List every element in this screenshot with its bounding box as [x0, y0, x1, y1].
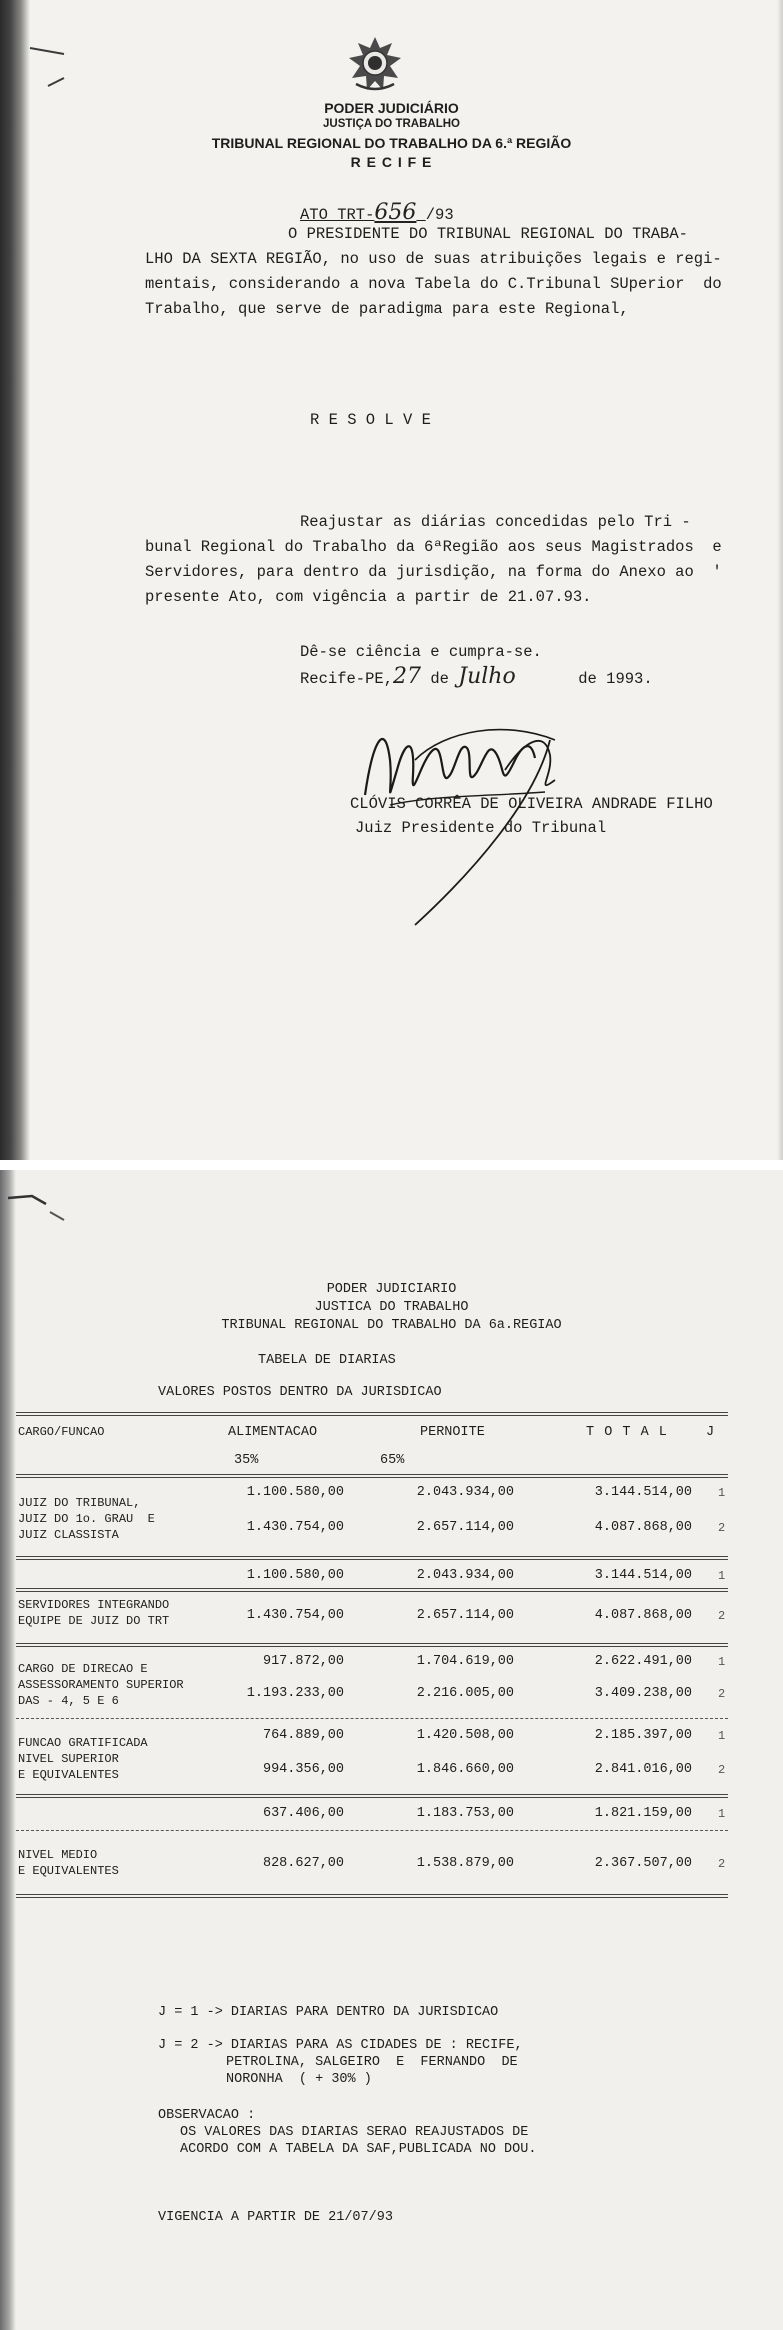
binding-shadow — [0, 1170, 16, 2330]
group-rule — [16, 1474, 728, 1478]
closing-text: Dê-se ciência e cumpra-se. — [300, 643, 542, 661]
group-1-label: JUIZ CLASSISTA — [18, 1528, 119, 1542]
table-cell-alimentacao: 764.889,00 — [262, 1728, 344, 1743]
table-cell-pernoite: 2.043.934,00 — [416, 1568, 514, 1583]
group-4-label: E EQUIVALENTES — [18, 1768, 119, 1782]
header-line-2: JUSTIÇA DO TRABALHO — [323, 118, 460, 130]
signer-title: Juiz Presidente do Tribunal — [355, 819, 607, 837]
table-top-rule — [16, 1412, 728, 1416]
table-subtitle: VALORES POSTOS DENTRO DA JURISDICAO — [158, 1385, 442, 1400]
table-cell-pernoite: 1.846.660,00 — [416, 1762, 514, 1777]
date-line — [300, 664, 653, 692]
table-cell-total: 3.409.238,00 — [594, 1686, 692, 1701]
act-handwritten-number: 656 — [374, 200, 417, 225]
col-header-total: T O T A L — [586, 1425, 668, 1440]
header-line-4: R E C I F E — [350, 154, 433, 170]
col-header-pernoite: PERNOITE — [420, 1425, 485, 1440]
table-cell-j: 1 — [718, 1729, 726, 1743]
note-j2-line-1: J = 2 -> DIARIAS PARA AS CIDADES DE : RECIFE, — [158, 2038, 523, 2053]
group-rule — [16, 1794, 728, 1798]
header-line-1: PODER JUDICIARIO — [326, 1282, 457, 1297]
table-cell-j: 1 — [718, 1655, 726, 1669]
table-cell-pernoite: 1.183.753,00 — [416, 1806, 514, 1821]
header-line-1: PODER JUDICIÁRIO — [324, 100, 459, 116]
group-4-label: FUNCAO GRATIFICADA — [18, 1736, 148, 1750]
group-rule — [16, 1556, 728, 1560]
group-2-label: EQUIPE DE JUIZ DO TRT — [18, 1614, 170, 1628]
preamble-line-3: mentais, considerando a nova Tabela do C.Tribunal SUperior do — [145, 275, 722, 293]
preamble-line-4: Trabalho, que serve de paradigma para este Regional, — [145, 300, 629, 318]
note-j2-line-3: NORONHA ( + 30% ) — [226, 2072, 372, 2087]
group-rule — [16, 1830, 728, 1831]
table-cell-alimentacao: 1.100.580,00 — [246, 1485, 344, 1500]
header-line-3: TRIBUNAL REGIONAL DO TRABALHO DA 6.ª REGIÃO — [211, 135, 572, 151]
note-j2-line-2: PETROLINA, SALGEIRO E FERNANDO DE — [226, 2055, 518, 2070]
note-j1: J = 1 -> DIARIAS PARA DENTRO DA JURISDICAO — [158, 2005, 499, 2020]
table-cell-total: 2.841.016,00 — [594, 1762, 692, 1777]
body-line-2: bunal Regional do Trabalho da 6ªRegião aos seus Magistrados e — [145, 538, 722, 556]
act-suffix: /93 — [425, 206, 454, 224]
observation-line-2: ACORDO COM A TABELA DA SAF,PUBLICADA NO DOU. — [180, 2142, 537, 2157]
page-edge — [777, 0, 783, 1160]
table-cell-alimentacao: 1.430.754,00 — [246, 1608, 344, 1623]
table-cell-alimentacao: 1.430.754,00 — [246, 1520, 344, 1535]
col-header-cargo: CARGO/FUNCAO — [18, 1425, 105, 1439]
table-title: TABELA DE DIARIAS — [258, 1353, 396, 1368]
table-cell-j: 1 — [718, 1807, 726, 1821]
staple-mark — [28, 40, 78, 90]
table-cell-total: 2.367.507,00 — [594, 1856, 692, 1871]
table-cell-alimentacao: 828.627,00 — [262, 1856, 344, 1871]
date-month: Julho — [458, 664, 516, 689]
group-4-label: NIVEL SUPERIOR — [18, 1752, 119, 1766]
table-cell-total: 3.144.514,00 — [594, 1485, 692, 1500]
percent-alimentacao: 35% — [234, 1453, 259, 1468]
header-line-3: TRIBUNAL REGIONAL DO TRABALHO DA 6a.REGIAO — [221, 1318, 562, 1333]
table-cell-pernoite: 2.043.934,00 — [416, 1485, 514, 1500]
body-line-3: Servidores, para dentro da jurisdição, na forma do Anexo ao ' — [145, 563, 722, 581]
percent-pernoite: 65% — [380, 1453, 405, 1468]
group-1-label: JUIZ DO 1o. GRAU E — [18, 1512, 155, 1526]
table-cell-total: 1.821.159,00 — [594, 1806, 692, 1821]
table-cell-total: 4.087.868,00 — [594, 1608, 692, 1623]
staple-mark — [6, 1190, 66, 1230]
table-cell-alimentacao: 637.406,00 — [262, 1806, 344, 1821]
table-cell-pernoite: 2.657.114,00 — [416, 1520, 514, 1535]
table-cell-total: 2.622.491,00 — [594, 1654, 692, 1669]
body-line-1: Reajustar as diárias concedidas pelo Tri - — [300, 513, 691, 531]
table-cell-pernoite: 1.420.508,00 — [416, 1728, 514, 1743]
table-cell-alimentacao: 1.100.580,00 — [246, 1568, 344, 1583]
group-rule — [16, 1643, 728, 1647]
date-mid: de — [430, 670, 449, 688]
table-cell-pernoite: 2.216.005,00 — [416, 1686, 514, 1701]
body-line-4: presente Ato, com vigência a partir de 21.07.93. — [145, 588, 592, 606]
date-day: 27 — [393, 664, 422, 689]
group-rule — [16, 1588, 728, 1592]
group-5-label: E EQUIVALENTES — [18, 1864, 119, 1878]
preamble-line-1: O PRESIDENTE DO TRIBUNAL REGIONAL DO TRABA- — [288, 225, 688, 243]
table-cell-j: 2 — [718, 1687, 726, 1701]
col-header-alimentacao: ALIMENTACAO — [228, 1425, 318, 1440]
coat-of-arms-emblem — [346, 36, 404, 94]
table-cell-j: 2 — [718, 1857, 726, 1871]
table-cell-pernoite: 2.657.114,00 — [416, 1608, 514, 1623]
binding-shadow — [0, 0, 30, 1160]
table-cell-j: 1 — [718, 1569, 726, 1583]
group-3-label: ASSESSORAMENTO SUPERIOR — [18, 1678, 184, 1692]
col-header-j: J — [706, 1425, 715, 1440]
observation-label: OBSERVACAO : — [158, 2108, 256, 2123]
group-3-label: DAS - 4, 5 E 6 — [18, 1694, 119, 1708]
act-prefix: ATO TRT- — [300, 206, 375, 224]
table-cell-j: 2 — [718, 1763, 726, 1777]
table-cell-alimentacao: 994.356,00 — [262, 1762, 344, 1777]
document-page-2 — [0, 1170, 783, 2330]
vigencia-text: VIGENCIA A PARTIR DE 21/07/93 — [158, 2210, 393, 2225]
table-cell-j: 2 — [718, 1521, 726, 1535]
table-cell-alimentacao: 917.872,00 — [262, 1654, 344, 1669]
table-cell-pernoite: 1.538.879,00 — [416, 1856, 514, 1871]
group-rule — [16, 1718, 728, 1719]
table-cell-pernoite: 1.704.619,00 — [416, 1654, 514, 1669]
preamble-line-2: LHO DA SEXTA REGIÃO, no uso de suas atribuições legais e regi- — [145, 250, 722, 268]
document-page-1 — [0, 0, 783, 1160]
signer-name: CLÓVIS CORRÊA DE OLIVEIRA ANDRADE FILHO — [350, 795, 713, 813]
observation-line-1: OS VALORES DAS DIARIAS SERAO REAJUSTADOS DE — [180, 2125, 529, 2140]
resolve-heading: R E S O L V E — [310, 411, 431, 429]
table-cell-total: 3.144.514,00 — [594, 1568, 692, 1583]
table-bottom-rule — [16, 1894, 728, 1898]
table-cell-total: 2.185.397,00 — [594, 1728, 692, 1743]
group-1-label: JUIZ DO TRIBUNAL, — [18, 1496, 141, 1510]
table-cell-alimentacao: 1.193.233,00 — [246, 1686, 344, 1701]
group-3-label: CARGO DE DIRECAO E — [18, 1662, 148, 1676]
date-prefix: Recife-PE, — [300, 670, 394, 688]
table-cell-j: 2 — [718, 1609, 726, 1623]
table-cell-total: 4.087.868,00 — [594, 1520, 692, 1535]
date-suffix: de 1993. — [578, 670, 653, 688]
group-5-label: NIVEL MEDIO — [18, 1848, 98, 1862]
header-line-2: JUSTICA DO TRABALHO — [314, 1300, 469, 1315]
group-2-label: SERVIDORES INTEGRANDO — [18, 1598, 170, 1612]
table-cell-j: 1 — [718, 1486, 726, 1500]
